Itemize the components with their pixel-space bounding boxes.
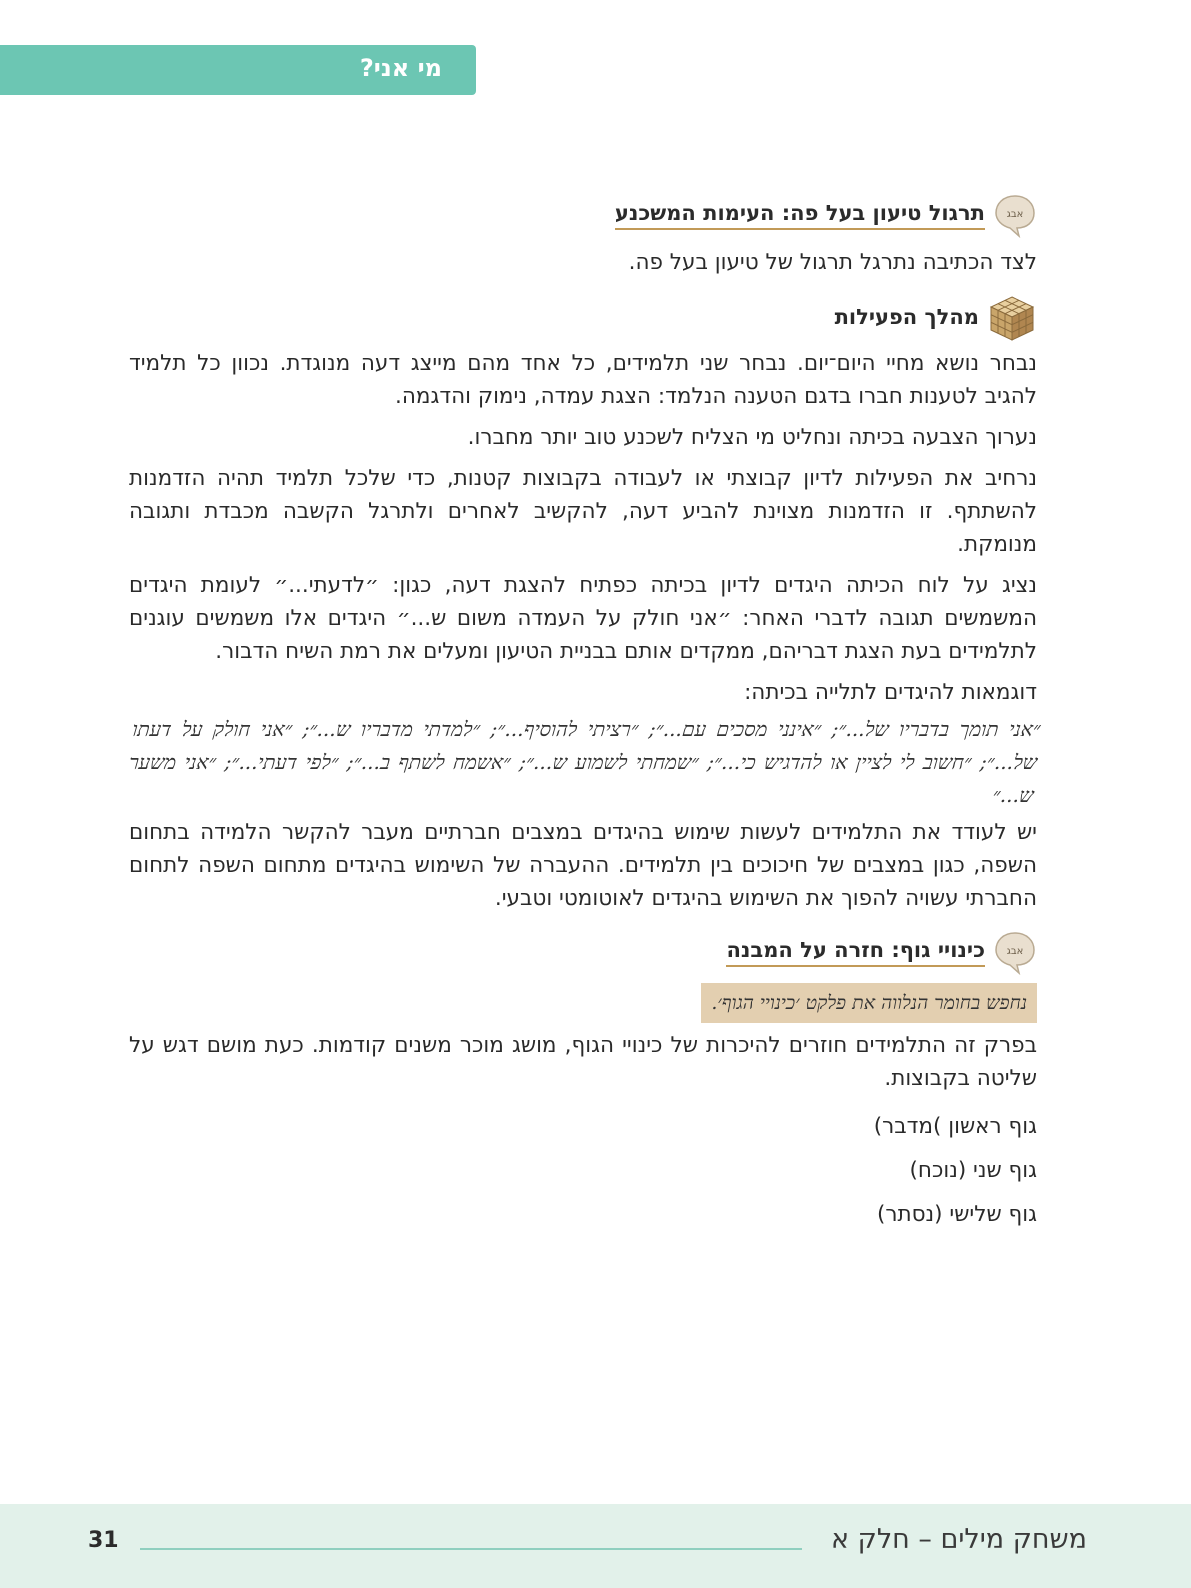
section-title: מהלך הפעילות (834, 304, 979, 329)
section-title: תרגול טיעון בעל פה: העימות המשכנע (615, 201, 985, 230)
list-item: גוף ראשון )מדבר) (873, 1114, 1037, 1139)
svg-text:אבג: אבג (1006, 946, 1024, 957)
book-title: משחק מילים – חלק א (831, 1524, 1087, 1555)
abc-speech-bubble-icon (993, 929, 1037, 975)
handwritten-note: נחפש בחומר הנלווה את פלקט ׳כינויי הגוף׳. (701, 983, 1037, 1023)
section-heading-pronouns (129, 929, 1037, 975)
paragraph: נציג על לוח הכיתה היגדים לדיון בכיתה כפתיח להצגת דעה, כגון: ״לדעתי...״ לעומת היגדים המשמשים תגובה לדברי האחר: ״אני חולק על העמדה משום ש...״ היגדים אלו משמשים עוגנים לתלמידים בעת הצגת דבריהם, ממקדים אותם בבניית הטיעון ומעלים את רמת השיח הדבור. (129, 573, 1037, 664)
page-number: 31 (88, 1528, 119, 1553)
paragraph: נבחר נושא מחיי היום־יום. נבחר שני תלמידים, כל אחד מהם מייצג דעה מנוגדת. נכוון כל תלמיד להגיב לטענות חברו בדגם הטענה הנלמד: הצגת עמדה, נימוק והדגמה. (129, 351, 1037, 409)
list-item: גוף שלישי (נסתר) (876, 1202, 1037, 1227)
paragraph: נרחיב את הפעילות לדיון קבוצתי או לעבודה בקבוצות קטנות, כדי שלכל תלמיד תהיה הזדמנות להשתתף. זו הזדמנות מצוינת להביע דעה, להקשיב לאחרים ולתרגל הקשבה מכבדת ותגובה מנומקת. (129, 466, 1037, 557)
chapter-tab (0, 45, 476, 95)
page-footer (0, 1504, 1191, 1588)
page-content (127, 192, 1042, 1237)
list-item: גוף שני (נוכח) (909, 1158, 1037, 1183)
svg-text:אבג: אבג (1006, 209, 1024, 220)
paragraph: בפרק זה התלמידים חוזרים להיכרות של כינויי הגוף, מושג מוכר משנים קודמות. כעת מושם דגש על שליטה בקבוצות. (129, 1033, 1037, 1091)
pronoun-list (129, 1105, 1037, 1237)
section-intro: לצד הכתיבה נתרגל תרגול של טיעון בעל פה. (628, 250, 1037, 275)
paragraph: דוגמאות להיגדים לתלייה בכיתה: (744, 680, 1037, 705)
paragraph: יש לעודד את התלמידים לעשות שימוש בהיגדים במצבים חברתיים מעבר להקשר הלמידה בתחום השפה, כגון במצבים של חיכוכים בין תלמידים. ההעברה של השימוש בהיגדים מתחום השפה לתחום החברתי עשויה להפוך את השימוש בהיגדים לאוטומטי וטבעי. (129, 820, 1037, 911)
rubiks-cube-icon (987, 293, 1037, 343)
abc-speech-bubble-icon (993, 192, 1037, 238)
footer-divider (140, 1548, 802, 1550)
chapter-tab-label: מי אני? (359, 54, 442, 82)
section-heading-activity (129, 293, 1037, 343)
paragraph: נערוך הצבעה בכיתה ונחליט מי הצליח לשכנע טוב יותר מחברו. (467, 425, 1037, 450)
handwritten-examples: ״אני תומך בדבריו של...״; ״אינני מסכים עם...״; ״רציתי להוסיף...״; ״למדתי מדבריו ש...״; ״אני חולק על דעתו של...״; ״חשוב לי לציין או להדגיש כי...״; ״שמחתי לשמוע ש...״; ״אשמח לשתף ב...״; ״לפי דעתי...״; ״אני משער ש...״ (127, 717, 1042, 807)
section-title: כינויי גוף: חזרה על המבנה (726, 938, 985, 967)
section-heading-oral-argument (129, 192, 1037, 238)
